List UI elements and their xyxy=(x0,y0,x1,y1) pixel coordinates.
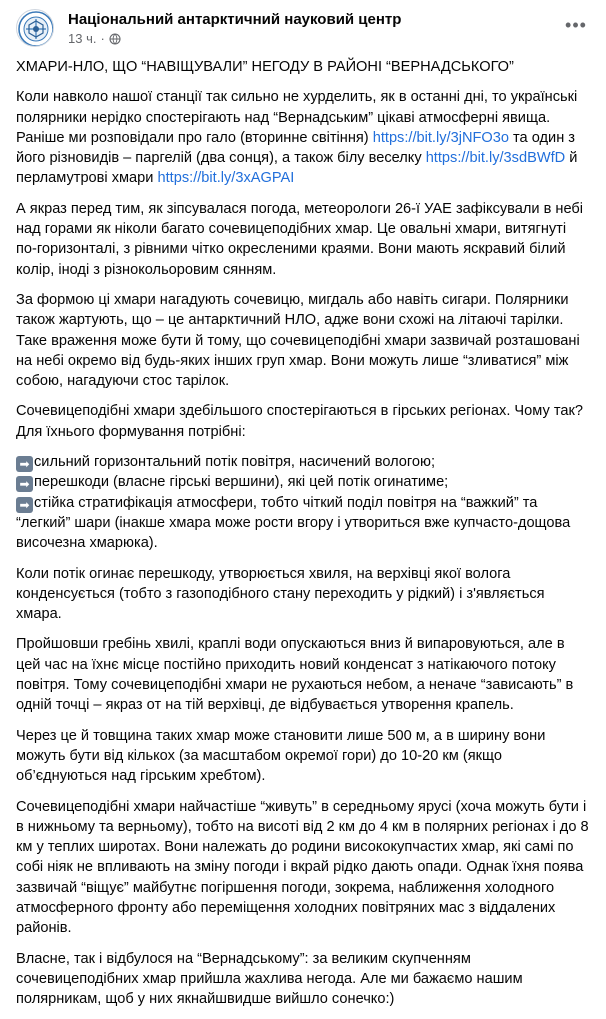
page-avatar[interactable] xyxy=(16,9,54,47)
post-time[interactable]: 13 ч. xyxy=(68,31,97,46)
paragraph-4: Сочевицеподібні хмари здебільшого спостерігаються в гірських регіонах. Чому так? Для їхнього формування потрібні: xyxy=(16,403,583,440)
requirements-list xyxy=(16,452,590,553)
halo-link[interactable]: https://bit.ly/3jNFO3o xyxy=(372,129,509,146)
post-text xyxy=(16,57,590,1019)
list-item: ➡ стійка стратифікація атмосфери, тобто чіткий поділ повітря на “важкий” та “легкий” шари (інакше хмара може рости вгору і утвориться вже купчасто-дощова височезна хмарюка). xyxy=(16,494,571,552)
post-title: ХМАРИ-НЛО, ЩО “НАВІЩУВАЛИ” НЕГОДУ В РАЙОНІ “ВЕРНАДСЬКОГО” xyxy=(16,59,514,75)
post-meta: 13 ч. · xyxy=(68,31,121,46)
paragraph-3: За формою ці хмари нагадують сочевицю, мигдаль або навіть сигари. Полярники також жартують, що – це антарктичний НЛО, адже вони схожі на літаючі тарілки. Таке враження може бути й тому, що сочевицеподібні хмари зазвичай розташовані на небі окремо від будь-яких інших груп хмар. Вони можуть лише “зливатися” між собою, нагадуючи стос тарілок. xyxy=(16,291,580,390)
paragraph-6: Пройшовши гребінь хвилі, краплі води опускаються вниз й випаровуються, але в цей час на їхнє місце постійно приходить новий конденсат з натікаючого потоку повітря. Тому сочевицеподібні хмари не рухаються небом, а неначе “зависають” в одній точці – якраз от на тій верхівці, де відбувається утворення крапель. xyxy=(16,636,574,714)
paragraph-8: Сочевицеподібні хмари найчастіше “живуть” в середньому ярусі (хоча можуть бути і в нижньому та верньому), тобто на висоті від 2 км до 4 км в полярних регіонах і до 8 км у теплих широтах. Вони належать до родини висококупчастих хмар, які самі по собі ніяк не впливають на зміну погоди і вкрай рідко дають опади. Однак їхня поява зазвичай “віщує” майбутнє погіршення погоди, зокрема, наближення холодного атмосферного фронту або переміщення холодних повітряних мас з віддалених районів. xyxy=(16,798,589,937)
paragraph-9: Власне, так і відбулося на “Вернадському”: за великим скупченням сочевицеподібних хмар прийшла жахлива негода. Але ми бажаємо нашим полярникам, щоб у них якнайшвидше вийшло сонечко:) xyxy=(16,950,523,1008)
paragraph-1: Коли навколо нашої станції так сильно не хурделить, як в останні дні, то українські полярники нерідко спостерігають над “Вернадським” цікаві атмосферні явища. Раніше ми розповідали про гало (вторинне світіння) https://bit.ly/3jNFO3o та один з його різновидів – паргелій (два сонця), а також білу веселку https://bit.ly/3sdBWfD й перламутрові хмари https://bit.ly/3xAGPAI xyxy=(16,89,578,187)
right-arrow-emoji-icon: ➡ xyxy=(16,476,33,492)
paragraph-2: А якраз перед тим, як зіпсувалася погода, метеорологи 26-ї УАЕ зафіксували в небі над горами як ніколи багато сочевицеподібних хмар. Це овальні хмари, витягнуті по-горизонталі, з рівними чітко окресленими краями. Вони мають яскравий білий колір, іноді з різнокольоровим сянням. xyxy=(16,200,584,278)
list-item: ➡ сильний горизонтальний потік повітря, насичений вологою; xyxy=(16,454,435,470)
post-header xyxy=(16,8,590,48)
nacreous-clouds-link[interactable]: https://bit.ly/3xAGPAI xyxy=(157,170,295,187)
right-arrow-emoji-icon: ➡ xyxy=(16,456,33,472)
right-arrow-emoji-icon: ➡ xyxy=(16,497,33,513)
globe-icon xyxy=(109,33,121,45)
page-name-link[interactable]: Національний антарктичний науковий центр xyxy=(68,11,402,28)
more-horizontal-icon[interactable]: ••• xyxy=(565,14,587,35)
list-item: ➡ перешкоди (власне гірські вершини), які цей потік огинатиме; xyxy=(16,474,448,490)
paragraph-7: Через це й товщина таких хмар може становити лише 500 м, а в ширину вони можуть бути від кількох (за масштабом окремої гори) до 10-20 км (якщо об’єднуються над гірським хребтом). xyxy=(16,727,546,785)
logo-icon xyxy=(17,10,54,47)
paragraph-5: Коли потік огинає перешкоду, утворюється хвиля, на верхівці якої волога конденсується (тобто з газоподібного стану переходить у рідкий) і з'являється хмара. xyxy=(16,565,545,623)
white-rainbow-link[interactable]: https://bit.ly/3sdBWfD xyxy=(425,150,566,167)
